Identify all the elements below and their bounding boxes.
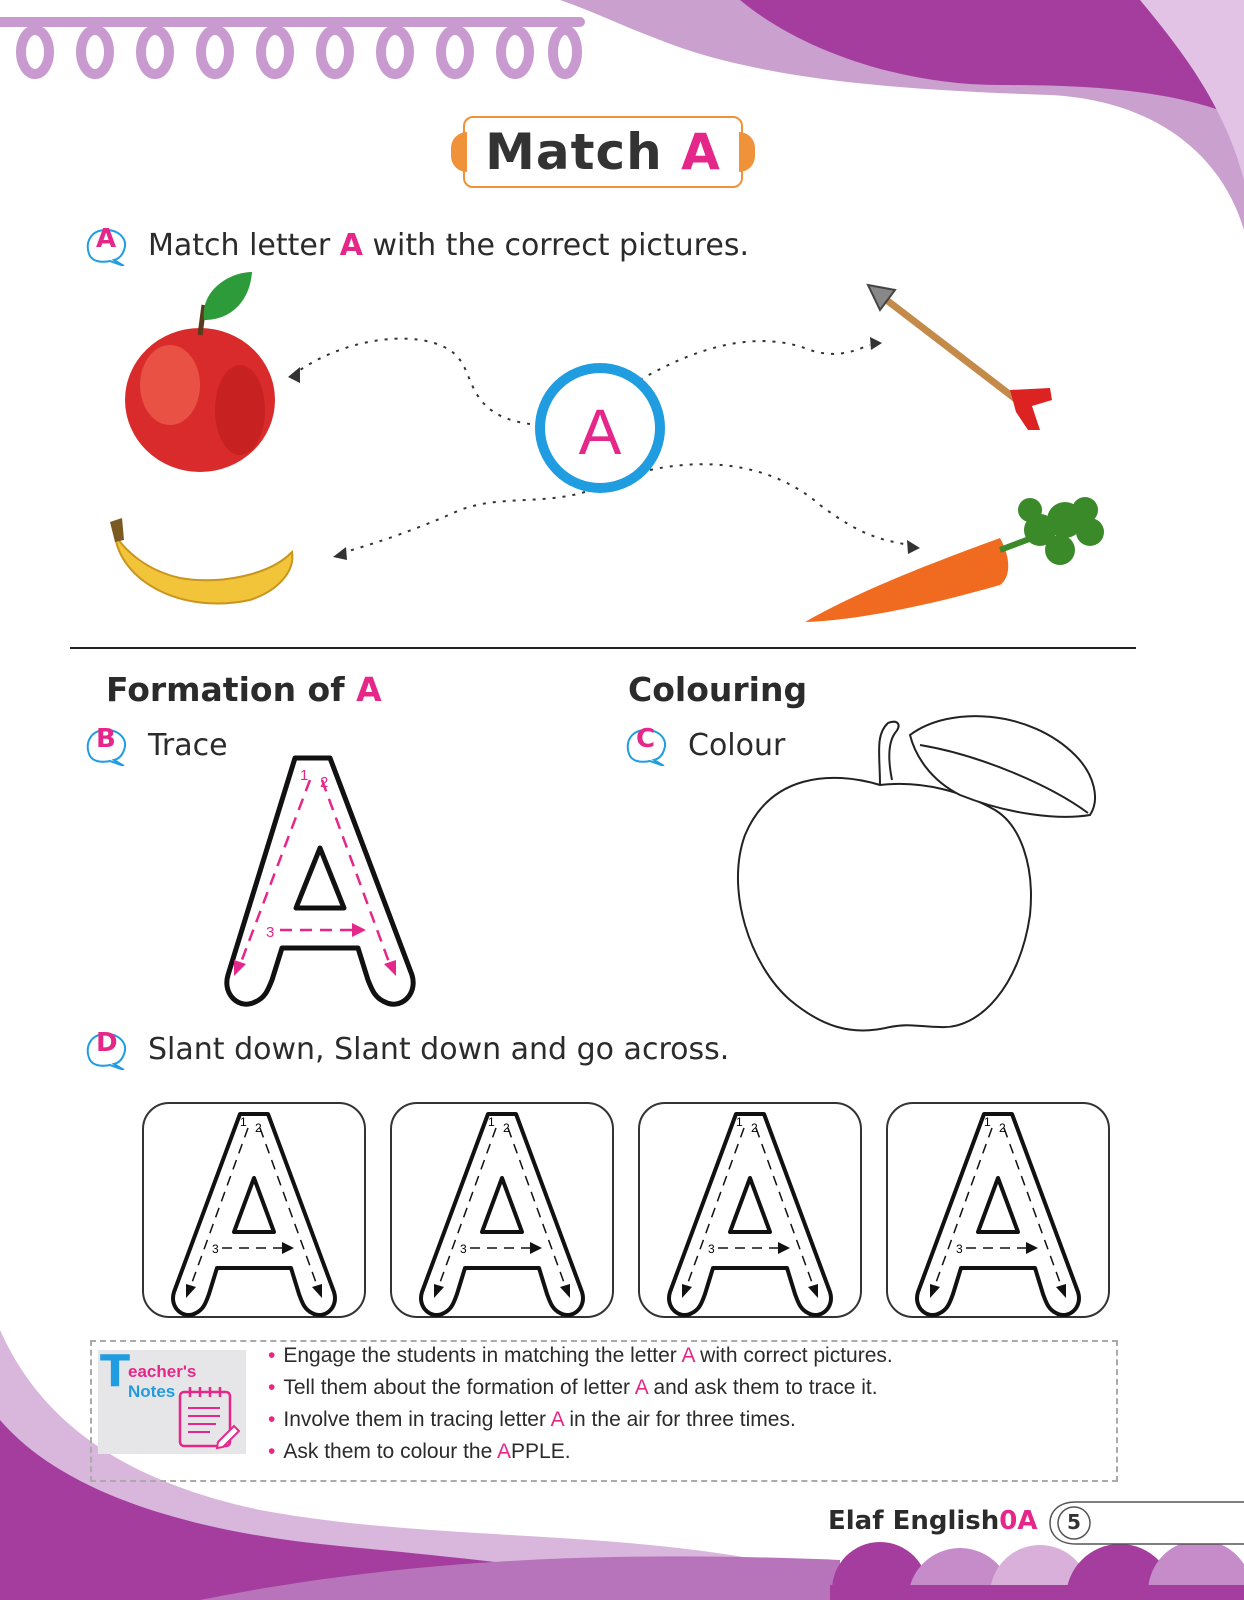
note-item: • Ask them to colour the APPLE. bbox=[268, 1436, 893, 1468]
banana-picture bbox=[110, 518, 292, 604]
stroke-number-2: 2 bbox=[255, 1121, 262, 1135]
section-divider bbox=[70, 647, 1136, 649]
practice-boxes bbox=[142, 1102, 1110, 1318]
teachers-notes-logo bbox=[98, 1346, 246, 1454]
instruction-letter: A bbox=[339, 228, 363, 263]
stroke-number-2: 2 bbox=[999, 1121, 1006, 1135]
section-d-badge bbox=[84, 1030, 130, 1070]
practice-box-1[interactable] bbox=[142, 1102, 366, 1318]
section-c-letter: C bbox=[636, 724, 656, 754]
trace-letter-a[interactable] bbox=[200, 750, 440, 1010]
formation-heading-text: Formation of bbox=[106, 670, 345, 709]
stroke-number-1: 1 bbox=[300, 767, 309, 784]
stroke-number-1: 1 bbox=[488, 1115, 495, 1129]
instruction-text-before: Match letter bbox=[148, 228, 331, 263]
stroke-number-3: 3 bbox=[266, 924, 275, 941]
section-d-instruction: Slant down, Slant down and go across. bbox=[148, 1032, 730, 1067]
teachers-notes-list bbox=[268, 1340, 893, 1468]
section-d-letter: D bbox=[96, 1028, 118, 1058]
apple-colouring-outline[interactable] bbox=[730, 715, 1120, 1045]
page-number: 5 bbox=[1067, 1510, 1081, 1534]
footer-brand bbox=[828, 1506, 1038, 1536]
stroke-number-2: 2 bbox=[320, 774, 329, 791]
instruction-text-after: with the correct pictures. bbox=[372, 228, 749, 263]
practice-box-4[interactable] bbox=[886, 1102, 1110, 1318]
note-item: • Engage the students in matching the letter A with correct pictures. bbox=[268, 1340, 893, 1372]
stroke-number-2: 2 bbox=[503, 1121, 510, 1135]
colouring-heading: Colouring bbox=[628, 670, 808, 709]
stroke-number-1: 1 bbox=[736, 1115, 743, 1129]
section-b-badge bbox=[84, 726, 130, 766]
logo-text-teachers: eacher's bbox=[128, 1362, 197, 1381]
footer-level: 0A bbox=[999, 1506, 1038, 1536]
formation-heading-letter: A bbox=[356, 670, 382, 709]
page-title bbox=[485, 123, 721, 181]
formation-heading bbox=[106, 670, 382, 709]
apple-picture bbox=[125, 272, 275, 472]
note-item: • Tell them about the formation of letter A and ask them to trace it. bbox=[268, 1372, 893, 1404]
footer-brand-name: Elaf English bbox=[828, 1506, 1000, 1536]
center-letter: A bbox=[578, 396, 622, 468]
section-a-instruction bbox=[148, 228, 749, 263]
stroke-number-3: 3 bbox=[212, 1242, 219, 1256]
section-c-instruction: Colour bbox=[688, 728, 786, 763]
section-a-letter: A bbox=[96, 224, 117, 254]
stroke-number-3: 3 bbox=[708, 1242, 715, 1256]
section-b-letter: B bbox=[96, 724, 116, 754]
carrot-picture bbox=[805, 497, 1104, 622]
stroke-number-3: 3 bbox=[460, 1242, 467, 1256]
stroke-number-1: 1 bbox=[240, 1115, 247, 1129]
stroke-number-3: 3 bbox=[956, 1242, 963, 1256]
notepad-icon bbox=[176, 1384, 240, 1450]
section-b-instruction: Trace bbox=[148, 728, 228, 763]
page-title-box bbox=[463, 116, 743, 188]
section-c-badge bbox=[624, 726, 670, 766]
practice-box-2[interactable] bbox=[390, 1102, 614, 1318]
stroke-number-2: 2 bbox=[751, 1121, 758, 1135]
note-item: • Involve them in tracing letter A in the air for three times. bbox=[268, 1404, 893, 1436]
practice-box-3[interactable] bbox=[638, 1102, 862, 1318]
title-word: Match bbox=[485, 123, 663, 181]
title-letter: A bbox=[681, 123, 721, 181]
logo-text-notes: Notes bbox=[128, 1382, 176, 1401]
logo-big-t: T bbox=[100, 1346, 131, 1397]
arrow-picture bbox=[868, 285, 1052, 430]
stroke-number-1: 1 bbox=[984, 1115, 991, 1129]
